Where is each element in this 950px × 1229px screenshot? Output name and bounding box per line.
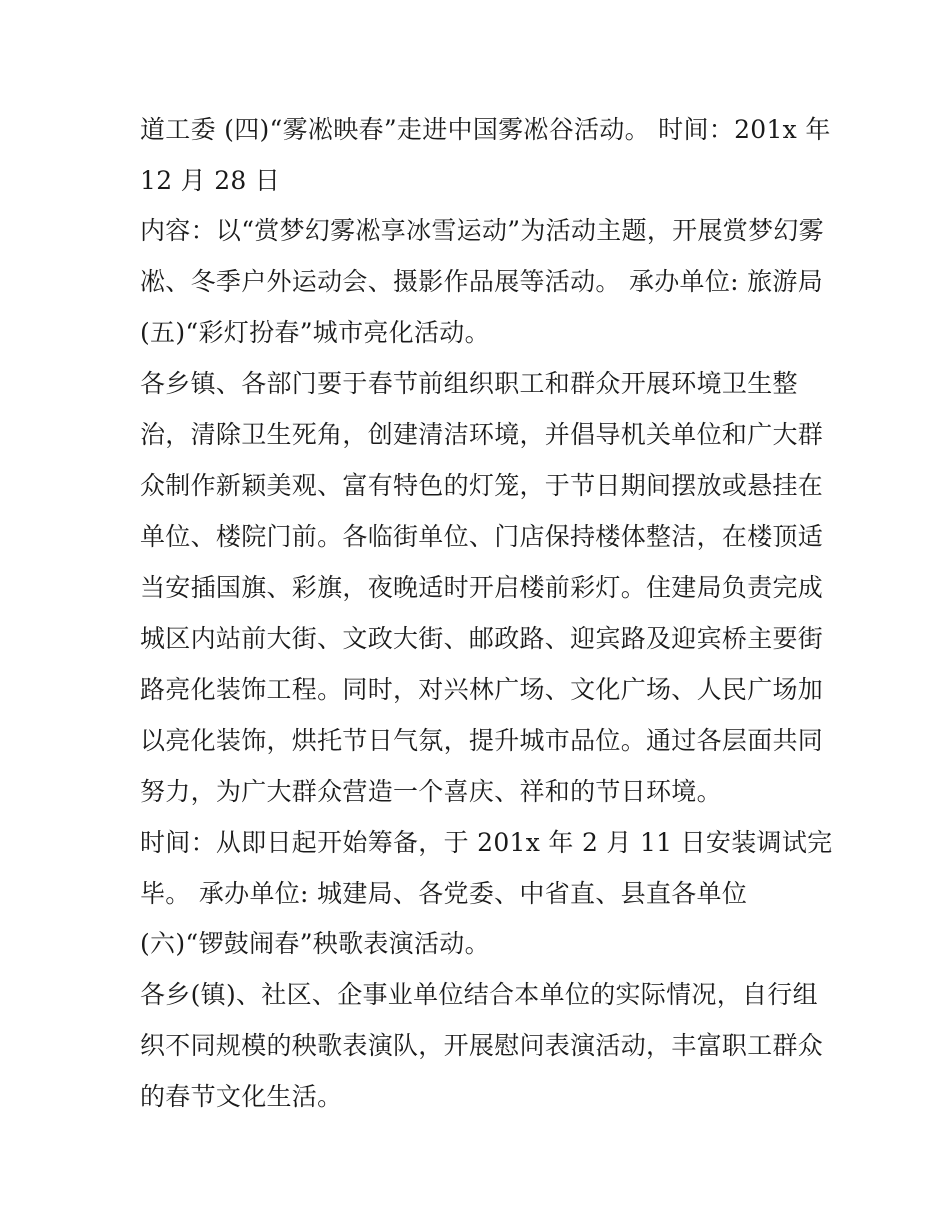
text-line: 当安插国旗、彩旗，夜晚适时开启楼前彩灯。住建局负责完成 xyxy=(140,573,824,602)
text-line: 时间：从即日起开始筹备，于 201x 年 2 月 11 日安装调试完 xyxy=(140,828,833,857)
text-line: 凇、冬季户外运动会、摄影作品展等活动。 承办单位: 旅游局 xyxy=(140,267,824,296)
text-line: 治，清除卫生死角，创建清洁环境，并倡导机关单位和广大群 xyxy=(140,420,824,449)
text-line: 努力，为广大群众营造一个喜庆、祥和的节日环境。 xyxy=(140,777,722,806)
text-line: 12 月 28 日 xyxy=(140,166,281,195)
text-line: 毕。 承办单位: 城建局、各党委、中省直、县直各单位 xyxy=(140,879,748,908)
text-line: (五)“彩灯扮春”城市亮化活动。 xyxy=(140,318,490,347)
text-line: 内容：以“赏梦幻雾凇享冰雪运动”为活动主题，开展赏梦幻雾 xyxy=(140,216,824,245)
text-line: 各乡(镇)、社区、企事业单位结合本单位的实际情况，自行组 xyxy=(140,980,818,1009)
text-line: (六)“锣鼓闹春”秧歌表演活动。 xyxy=(140,929,490,958)
text-line: 城区内站前大街、文政大街、邮政路、迎宾路及迎宾桥主要街 xyxy=(140,624,824,653)
text-line: 织不同规模的秧歌表演队，开展慰问表演活动，丰富职工群众 xyxy=(140,1031,824,1060)
text-line: 的春节文化生活。 xyxy=(140,1082,343,1111)
text-line: 道工委 (四)“雾凇映春”走进中国雾凇谷活动。 时间：201x 年 xyxy=(140,115,831,144)
text-line: 以亮化装饰，烘托节日气氛，提升城市品位。通过各层面共同 xyxy=(140,726,824,755)
text-line: 路亮化装饰工程。同时，对兴林广场、文化广场、人民广场加 xyxy=(140,675,824,704)
text-line: 单位、楼院门前。各临街单位、门店保持楼体整洁，在楼顶适 xyxy=(140,522,824,551)
text-line: 众制作新颖美观、富有特色的灯笼，于节日期间摆放或悬挂在 xyxy=(140,471,824,500)
text-line: 各乡镇、各部门要于春节前组织职工和群众开展环境卫生整 xyxy=(140,369,798,398)
